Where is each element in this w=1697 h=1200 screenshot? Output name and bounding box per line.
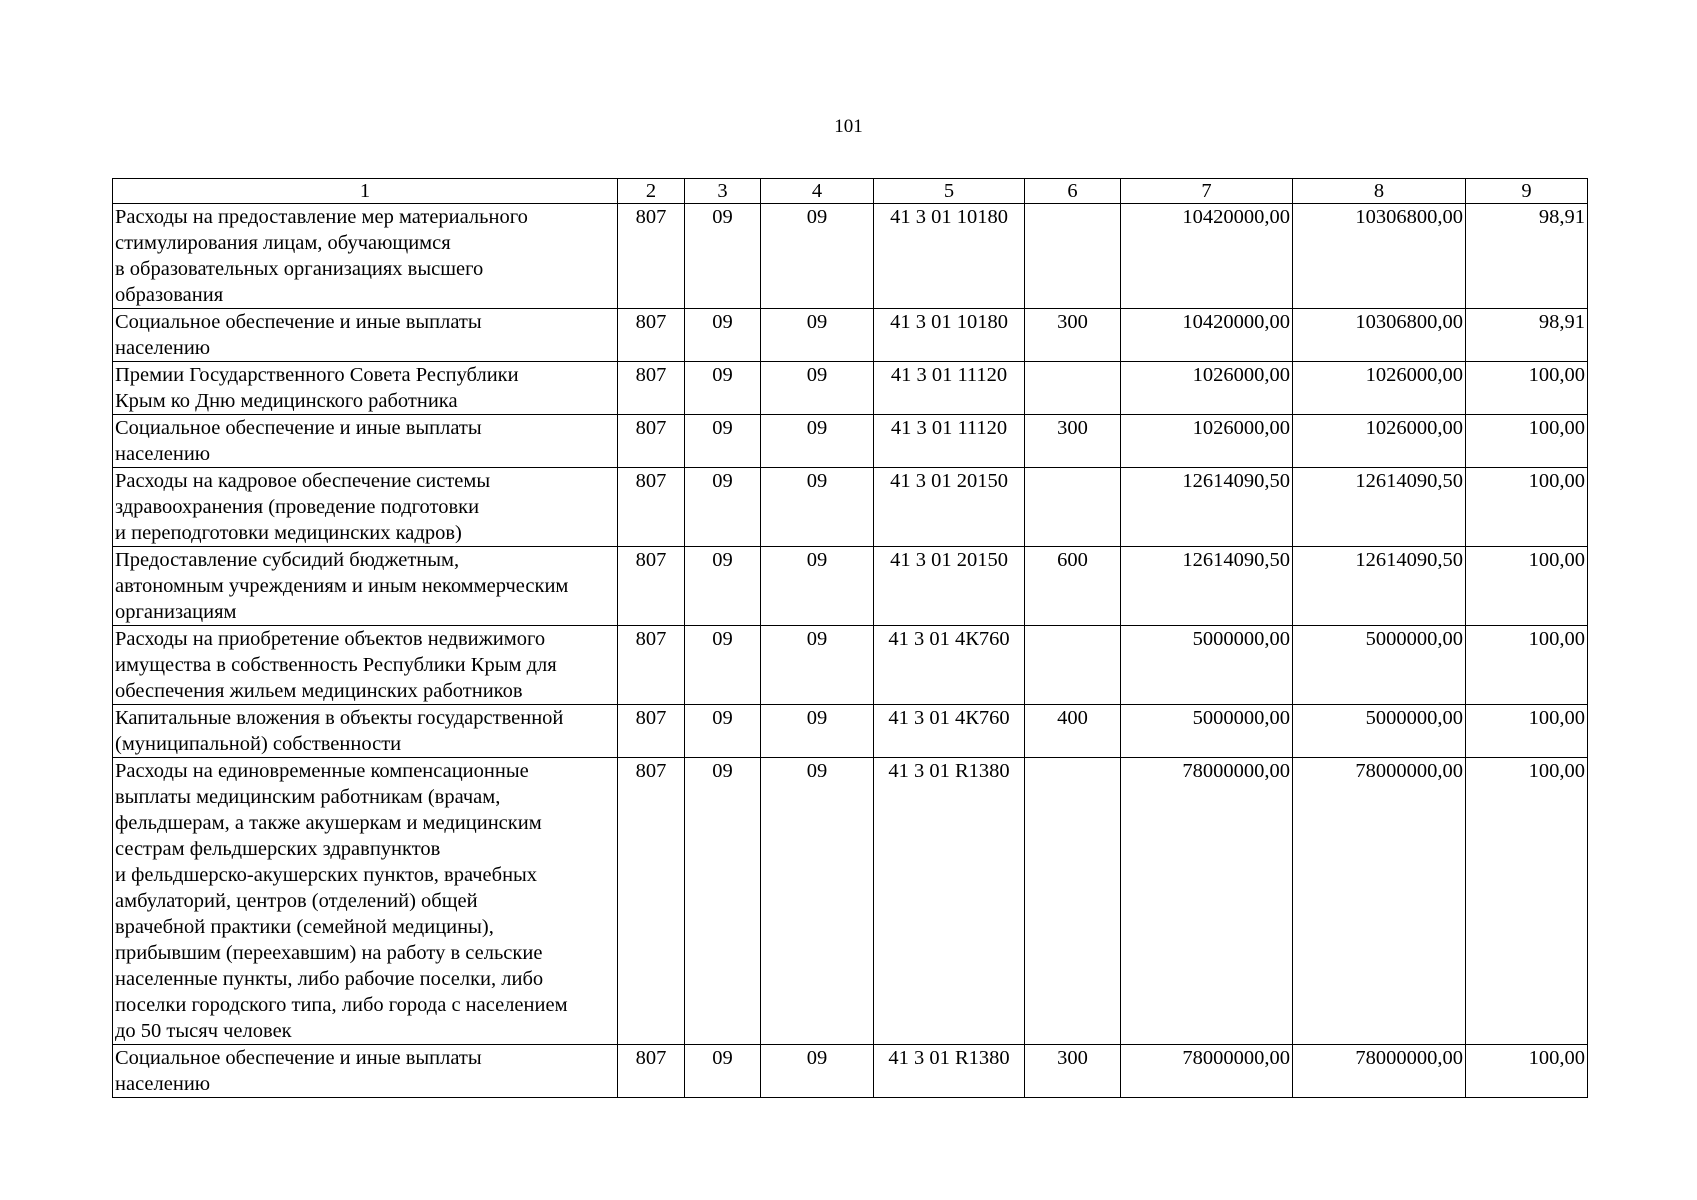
column-header: 1 [113,179,618,204]
actual-amount: 78000000,00 [1293,1045,1466,1098]
section-code: 09 [685,415,761,468]
subsection-code: 09 [761,547,874,626]
page-number: 101 [834,116,863,137]
execution-percent: 98,91 [1466,309,1588,362]
column-header: 8 [1293,179,1466,204]
expense-type-code: 600 [1025,547,1121,626]
expense-type-code [1025,626,1121,705]
execution-percent: 100,00 [1466,1045,1588,1098]
table-row [113,626,1588,705]
target-article-code: 41 3 01 4К760 [874,705,1025,758]
planned-amount: 12614090,50 [1121,468,1293,547]
actual-amount: 12614090,50 [1293,547,1466,626]
section-code: 09 [685,705,761,758]
target-article-code: 41 3 01 11120 [874,362,1025,415]
execution-percent: 100,00 [1466,705,1588,758]
target-article-code: 41 3 01 10180 [874,309,1025,362]
actual-amount: 1026000,00 [1293,415,1466,468]
table-row [113,468,1588,547]
column-header: 6 [1025,179,1121,204]
planned-amount: 12614090,50 [1121,547,1293,626]
table-row [113,1045,1588,1098]
row-name: Социальное обеспечение и иные выплаты населению [113,415,618,468]
table-row [113,758,1588,1045]
planned-amount: 78000000,00 [1121,1045,1293,1098]
subsection-code: 09 [761,415,874,468]
section-code: 09 [685,362,761,415]
column-header: 3 [685,179,761,204]
planned-amount: 10420000,00 [1121,204,1293,309]
ved-code: 807 [618,204,685,309]
planned-amount: 10420000,00 [1121,309,1293,362]
target-article-code: 41 3 01 20150 [874,468,1025,547]
row-name: Предоставление субсидий бюджетным, автономным учреждениям и иным некоммерческим организациям [113,547,618,626]
execution-percent: 100,00 [1466,758,1588,1045]
table-row [113,415,1588,468]
actual-amount: 10306800,00 [1293,309,1466,362]
table-row [113,362,1588,415]
section-code: 09 [685,626,761,705]
section-code: 09 [685,468,761,547]
row-name: Социальное обеспечение и иные выплаты населению [113,1045,618,1098]
actual-amount: 78000000,00 [1293,758,1466,1045]
expense-type-code [1025,758,1121,1045]
target-article-code: 41 3 01 R1380 [874,758,1025,1045]
row-name: Премии Государственного Совета Республики Крым ко Дню медицинского работника [113,362,618,415]
expense-type-code: 300 [1025,415,1121,468]
table-row [113,547,1588,626]
execution-percent: 98,91 [1466,204,1588,309]
column-header: 2 [618,179,685,204]
subsection-code: 09 [761,362,874,415]
row-name: Расходы на предоставление мер материального стимулирования лицам, обучающимся в образовательных организациях высшего образования [113,204,618,309]
subsection-code: 09 [761,758,874,1045]
expense-type-code [1025,468,1121,547]
ved-code: 807 [618,309,685,362]
row-name: Расходы на кадровое обеспечение системы здравоохранения (проведение подготовки и переподготовки медицинских кадров) [113,468,618,547]
subsection-code: 09 [761,626,874,705]
execution-percent: 100,00 [1466,415,1588,468]
ved-code: 807 [618,468,685,547]
subsection-code: 09 [761,1045,874,1098]
column-header: 5 [874,179,1025,204]
target-article-code: 41 3 01 10180 [874,204,1025,309]
expense-type-code [1025,362,1121,415]
subsection-code: 09 [761,204,874,309]
execution-percent: 100,00 [1466,547,1588,626]
ved-code: 807 [618,547,685,626]
actual-amount: 12614090,50 [1293,468,1466,547]
actual-amount: 5000000,00 [1293,626,1466,705]
ved-code: 807 [618,362,685,415]
target-article-code: 41 3 01 R1380 [874,1045,1025,1098]
row-name: Социальное обеспечение и иные выплаты населению [113,309,618,362]
execution-percent: 100,00 [1466,362,1588,415]
section-code: 09 [685,204,761,309]
planned-amount: 5000000,00 [1121,626,1293,705]
subsection-code: 09 [761,309,874,362]
ved-code: 807 [618,1045,685,1098]
table-row [113,204,1588,309]
actual-amount: 5000000,00 [1293,705,1466,758]
row-name: Расходы на приобретение объектов недвижимого имущества в собственность Республики Крым для обеспечения жильем медицинских работников [113,626,618,705]
expense-type-code [1025,204,1121,309]
subsection-code: 09 [761,705,874,758]
section-code: 09 [685,758,761,1045]
table-row [113,309,1588,362]
table-row [113,705,1588,758]
expense-type-code: 300 [1025,1045,1121,1098]
expense-type-code: 300 [1025,309,1121,362]
header-row [113,179,1588,204]
planned-amount: 1026000,00 [1121,362,1293,415]
subsection-code: 09 [761,468,874,547]
row-name: Капитальные вложения в объекты государственной (муниципальной) собственности [113,705,618,758]
row-name: Расходы на единовременные компенсационные выплаты медицинским работникам (врачам, фельдшерам, а также акушеркам и медицинским сестрам фельдшерских здравпунктов и фельдшерско-акушерских пунктов, врачебных амбулаторий, центров (отделений) общей врачебной практики (семейной медицины), прибывшим (переехавшим) на работу в сельские населенные пункты, либо рабочие поселки, либо поселки городского типа, либо города с населением до 50 тысяч человек [113,758,618,1045]
column-header: 9 [1466,179,1588,204]
target-article-code: 41 3 01 11120 [874,415,1025,468]
ved-code: 807 [618,758,685,1045]
section-code: 09 [685,547,761,626]
actual-amount: 1026000,00 [1293,362,1466,415]
column-header: 7 [1121,179,1293,204]
section-code: 09 [685,1045,761,1098]
planned-amount: 1026000,00 [1121,415,1293,468]
ved-code: 807 [618,626,685,705]
expense-type-code: 400 [1025,705,1121,758]
execution-percent: 100,00 [1466,626,1588,705]
planned-amount: 78000000,00 [1121,758,1293,1045]
planned-amount: 5000000,00 [1121,705,1293,758]
ved-code: 807 [618,415,685,468]
ved-code: 807 [618,705,685,758]
budget-table [112,178,1588,1098]
column-header: 4 [761,179,874,204]
actual-amount: 10306800,00 [1293,204,1466,309]
section-code: 09 [685,309,761,362]
execution-percent: 100,00 [1466,468,1588,547]
target-article-code: 41 3 01 4К760 [874,626,1025,705]
target-article-code: 41 3 01 20150 [874,547,1025,626]
